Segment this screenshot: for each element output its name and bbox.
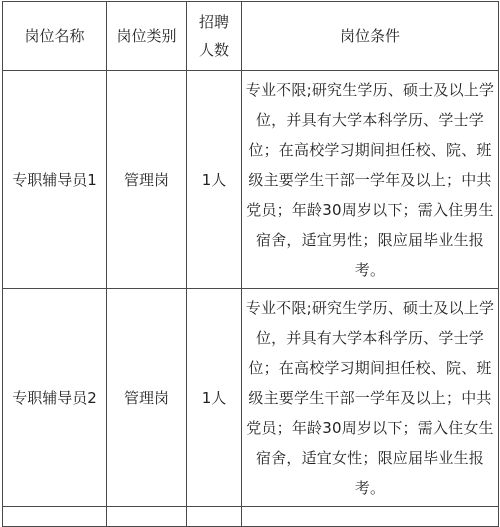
cell-empty <box>242 507 499 527</box>
cell-empty <box>3 507 107 527</box>
cell-position-type: 管理岗 <box>107 71 187 289</box>
table-row <box>3 71 499 289</box>
cell-conditions: 专业不限;研究生学历、硕士及以上学位，并具有大学本科学历、学士学位；在高校学习期间担任校、院、班级主要学生干部一学年及以上；中共党员；年龄30周岁以下；需入住男生宿舍，适宜男性；限应届毕业生报考。 <box>242 71 499 289</box>
header-headcount-label: 招聘人数 <box>198 13 229 59</box>
cell-headcount: 1人 <box>187 71 242 289</box>
cell-conditions: 专业不限;研究生学历、硕士及以上学位，并具有大学本科学历、学士学位；在高校学习期间担任校、院、班级主要学生干部一学年及以上；中共党员；年龄30周岁以下；需入住女生宿舍，适宜女性；限应届毕业生报考。 <box>242 289 499 507</box>
header-position-type: 岗位类别 <box>107 2 187 71</box>
table-row <box>3 289 499 507</box>
header-position-name: 岗位名称 <box>3 2 107 71</box>
cell-headcount: 1人 <box>187 289 242 507</box>
cell-empty <box>107 507 187 527</box>
cell-empty <box>187 507 242 527</box>
cell-position-name: 专职辅导员2 <box>3 289 107 507</box>
table-header-row <box>3 2 499 71</box>
header-headcount <box>187 2 242 71</box>
cell-position-name: 专职辅导员1 <box>3 71 107 289</box>
cell-position-type: 管理岗 <box>107 289 187 507</box>
table-row-partial <box>3 507 499 527</box>
header-conditions: 岗位条件 <box>242 2 499 71</box>
recruitment-table <box>2 1 499 527</box>
